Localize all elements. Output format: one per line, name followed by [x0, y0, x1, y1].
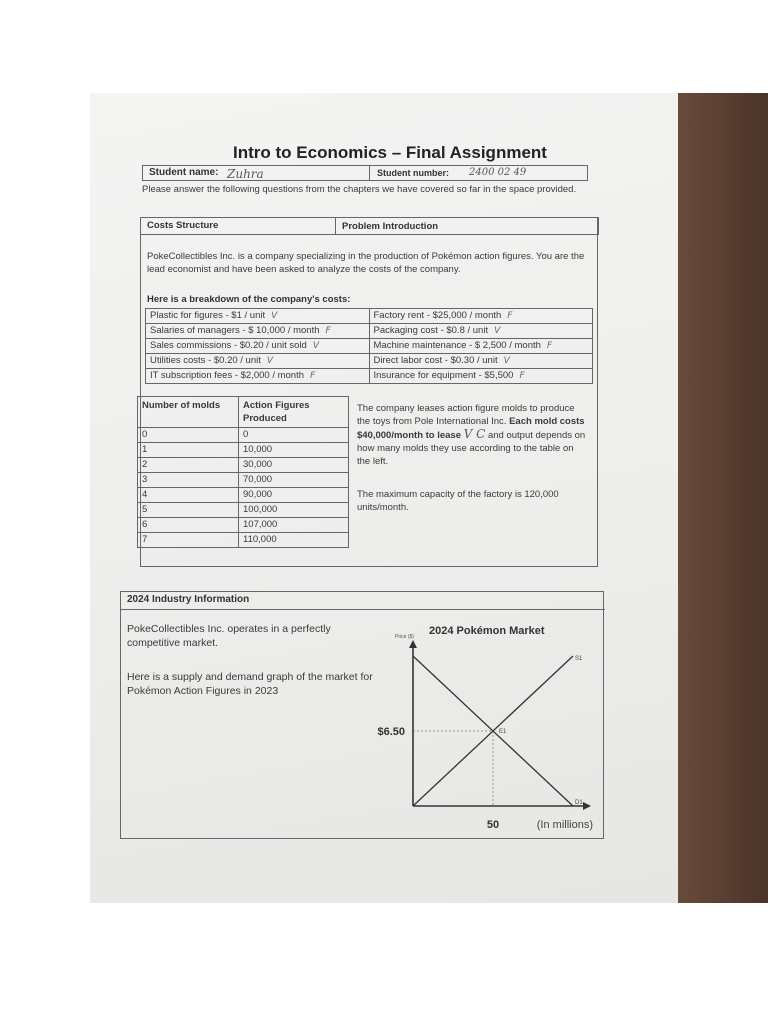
background-surface: [678, 93, 768, 903]
student-info-row: [142, 165, 588, 181]
costs-tab: [140, 217, 336, 235]
cost-item-text: Insurance for equipment - $5,500: [373, 370, 514, 381]
figures-col-header: Action Figures Produced: [239, 397, 349, 428]
cost-cell-right: [369, 369, 593, 384]
student-number-label: Student number:: [377, 168, 449, 178]
figures-produced-cell: 90,000: [239, 488, 349, 503]
cost-item-text: Factory rent - $25,000 / month: [373, 310, 502, 321]
company-intro-text: PokeCollectibles Inc. is a company specializing in the production of Pokémon action figures. You are the lead economist and have been asked to analyze the costs of the company.: [147, 251, 585, 275]
market-chart: [369, 620, 603, 838]
figures-produced-cell: 0: [239, 428, 349, 443]
molds-count-cell: 6: [138, 518, 239, 533]
industry-text-2: Here is a supply and demand graph of the market for Pokémon Action Figures in 2023: [127, 671, 373, 697]
molds-row: [138, 458, 349, 473]
problem-intro-label: Problem Introduction: [342, 221, 439, 232]
x-axis-label: (In millions): [536, 819, 593, 831]
problem-intro-header: [335, 217, 599, 235]
cost-item-text: Plastic for figures - $1 / unit: [150, 310, 266, 321]
cost-classification-mark: F: [310, 371, 316, 381]
cost-row: [146, 354, 593, 369]
cost-classification-mark: F: [546, 341, 553, 351]
molds-lease-text: [357, 402, 587, 468]
molds-lease-text-b: and output depends on how many molds they use according to the table on the left.: [357, 430, 586, 467]
cost-classification-mark: F: [507, 311, 513, 321]
breakdown-heading: Here is a breakdown of the company's costs:: [147, 294, 351, 305]
y-axis-label: Price ($): [395, 634, 414, 640]
cost-row: [146, 339, 593, 354]
costs-tab-label: Costs Structure: [147, 220, 219, 231]
cost-cell-left: [146, 339, 370, 354]
cost-classification-mark: V: [312, 341, 319, 351]
s1-label: S1: [575, 656, 583, 662]
cost-classification-mark: V: [503, 356, 510, 366]
cost-classification-mark: V: [271, 311, 278, 321]
molds-count-cell: 5: [138, 503, 239, 518]
cost-item-text: Utilities costs - $0.20 / unit: [150, 355, 261, 366]
molds-row: [138, 488, 349, 503]
molds-count-cell: 0: [138, 428, 239, 443]
figures-produced-cell: 110,000: [239, 533, 349, 548]
cost-cell-right: [369, 354, 593, 369]
molds-row: [138, 443, 349, 458]
student-name-label: Student name:: [149, 167, 219, 178]
student-number-value: 2400 02 49: [469, 167, 527, 178]
document-page: [90, 93, 678, 903]
molds-count-cell: 7: [138, 533, 239, 548]
chart-title: 2024 Pokémon Market: [429, 625, 545, 637]
figures-produced-cell: 107,000: [239, 518, 349, 533]
cost-cell-left: [146, 309, 370, 324]
cost-classification-mark: V: [494, 326, 501, 336]
x-tick-label: 50: [486, 819, 500, 831]
d1-label: D1: [575, 800, 583, 806]
cost-cell-right: [369, 339, 593, 354]
student-row-divider: [369, 166, 370, 180]
cost-item-text: Direct labor cost - $0.30 / unit: [373, 355, 498, 366]
molds-count-cell: 3: [138, 473, 239, 488]
cost-item-text: Machine maintenance - $ 2,500 / month: [373, 340, 541, 351]
figures-produced-cell: 70,000: [239, 473, 349, 488]
figures-produced-cell: 30,000: [239, 458, 349, 473]
molds-table: [137, 396, 349, 548]
industry-section: [120, 591, 604, 839]
cost-row: [146, 324, 593, 339]
cost-cell-right: [369, 309, 593, 324]
cost-cell-left: [146, 369, 370, 384]
molds-row: [138, 518, 349, 533]
max-capacity-text: The maximum capacity of the factory is 120,000 units/month.: [357, 489, 559, 513]
cost-cell-right: [369, 324, 593, 339]
molds-lease-mark: V C: [463, 427, 486, 441]
y-tick-label: $6.50: [377, 726, 405, 738]
industry-header-bar: [121, 592, 605, 610]
costs-section: [140, 217, 598, 567]
costs-table: [145, 308, 593, 384]
figures-produced-cell: 100,000: [239, 503, 349, 518]
cost-classification-mark: F: [325, 326, 331, 336]
cost-cell-left: [146, 324, 370, 339]
cost-classification-mark: F: [519, 371, 525, 381]
cost-row: [146, 309, 593, 324]
document-title: Intro to Economics – Final Assignment: [233, 143, 547, 162]
cost-item-text: Packaging cost - $0.8 / unit: [373, 325, 489, 336]
molds-row: [138, 503, 349, 518]
molds-row: [138, 428, 349, 443]
figures-produced-cell: 10,000: [239, 443, 349, 458]
instructions-text: Please answer the following questions from the chapters we have covered so far in the space provided.: [142, 184, 577, 195]
equilibrium-label: E1: [499, 729, 507, 735]
cost-row: [146, 369, 593, 384]
industry-text-1: PokeCollectibles Inc. operates in a perfectly competitive market.: [127, 623, 331, 649]
student-name-value: Zuhra: [227, 167, 264, 181]
cost-classification-mark: V: [266, 356, 274, 366]
molds-lease-cost-bold: Each mold costs $40,000/month to lease: [357, 416, 585, 441]
molds-count-cell: 2: [138, 458, 239, 473]
cost-item-text: Sales commissions - $0.20 / unit sold: [150, 340, 307, 351]
molds-count-cell: 4: [138, 488, 239, 503]
cost-cell-left: [146, 354, 370, 369]
molds-count-cell: 1: [138, 443, 239, 458]
y-axis-arrow: [409, 640, 417, 648]
cost-item-text: IT subscription fees - $2,000 / month: [150, 370, 305, 381]
molds-lease-text-a: The company leases action figure molds to produce the toys from Pole International Inc.: [357, 403, 575, 427]
cost-item-text: Salaries of managers - $ 10,000 / month: [150, 325, 320, 336]
molds-col-header: Number of molds: [138, 397, 239, 428]
molds-row: [138, 473, 349, 488]
industry-header: 2024 Industry Information: [127, 594, 250, 605]
molds-row: [138, 533, 349, 548]
x-axis-arrow: [583, 802, 591, 810]
